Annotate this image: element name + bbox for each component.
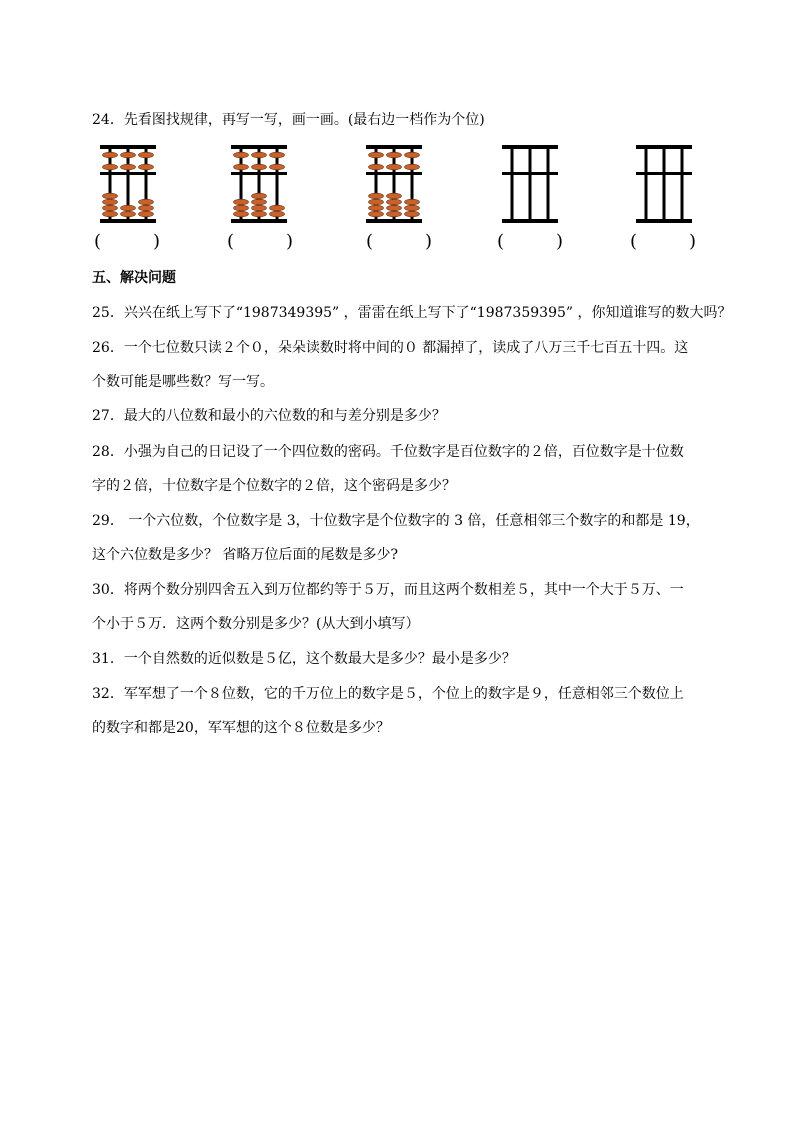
abacus-5-blank xyxy=(636,145,692,223)
abacus-bead xyxy=(103,164,118,170)
abacus-bead xyxy=(387,205,402,211)
abacus-bead xyxy=(139,205,154,211)
question-32-line2: 的数字和都是20，军军想的这个８位数是多少？ xyxy=(92,720,390,736)
abacus-3 xyxy=(366,145,422,223)
paren-open: ( xyxy=(366,231,374,252)
paren-open: ( xyxy=(630,231,638,252)
abacus-bead xyxy=(234,152,249,158)
abacus-bead xyxy=(405,199,420,205)
abacus-2 xyxy=(231,145,287,223)
answer-blank-1[interactable] xyxy=(94,230,160,254)
answer-blank-5[interactable] xyxy=(630,230,696,254)
question-30-line1: 30．将两个数分别四舍五入到万位都约等于５万，而且这两个数相差５，其中一个大于５万、一 xyxy=(92,582,684,598)
abacus-bead xyxy=(252,164,267,170)
question-32-line1: 32．军军想了一个８位数，它的千万位上的数字是５，个位上的数字是９，任意相邻三个数位上 xyxy=(92,686,684,702)
paren-close: ) xyxy=(688,231,696,252)
abacus-4-blank xyxy=(502,145,558,223)
abacus-bead xyxy=(139,164,154,170)
abacus-beam xyxy=(502,172,558,175)
abacus-top-bar xyxy=(231,145,287,149)
question-26-line1: 26．一个七位数只读２个０，朵朵读数时将中间的０ 都漏掉了，读成了八万三千七百五十四。这 xyxy=(92,340,689,356)
abacus-bead xyxy=(252,205,267,211)
question-25: 25．兴兴在纸上写下了“1987349395” ，雷雷在纸上写下了“1987359395” ，你知道谁写的数大吗？ xyxy=(92,305,732,321)
abacus-bead xyxy=(369,152,384,158)
abacus-top-bar xyxy=(502,145,558,149)
abacus-bottom-bar xyxy=(636,219,692,223)
question-28-line1: 28．小强为自己的日记设了一个四位数的密码。千位数字是百位数字的２倍，百位数字是十位数 xyxy=(92,444,684,460)
question-29-line1: 29． 一个六位数，个位数字是 3，十位数字是个位数字的 3 倍，任意相邻三个数字的和都是 19， xyxy=(92,513,700,529)
abacus-bead xyxy=(405,152,420,158)
abacus-beam xyxy=(636,172,692,175)
question-26-line2: 个数可能是哪些数？写一写。 xyxy=(92,374,274,390)
abacus-bead xyxy=(387,211,402,217)
question-28-line2: 字的２倍，十位数字是个位数字的２倍，这个密码是多少？ xyxy=(92,478,456,494)
abacus-bead xyxy=(369,164,384,170)
question-30-line2: 个小于５万．这两个数分别是多少？(从大到小填写） xyxy=(92,616,420,632)
abacus-bottom-bar xyxy=(231,219,287,223)
abacus-beam xyxy=(366,172,422,175)
abacus-bead xyxy=(387,199,402,205)
paren-close: ) xyxy=(424,231,432,252)
paren-close: ) xyxy=(555,231,563,252)
abacus-bead xyxy=(139,211,154,217)
question-31: 31．一个自然数的近似数是５亿，这个数最大是多少？最小是多少？ xyxy=(92,651,516,667)
question-29-line2: 这个六位数是多少？ 省略万位后面的尾数是多少? xyxy=(92,547,398,563)
abacus-bead xyxy=(139,152,154,158)
abacus-bead xyxy=(270,211,285,217)
question-24: 24．先看图找规律，再写一写，画一画。(最右边一档作为个位) xyxy=(92,112,485,128)
abacus-bead xyxy=(103,152,118,158)
paren-open: ( xyxy=(94,231,102,252)
answer-blank-4[interactable] xyxy=(497,230,563,254)
abacus-bead xyxy=(121,152,136,158)
paren-close: ) xyxy=(285,231,293,252)
abacus-beam xyxy=(231,172,287,175)
answer-blank-2[interactable] xyxy=(227,230,293,254)
abacus-bead xyxy=(252,152,267,158)
section-title: 五、解决问题 xyxy=(92,270,176,286)
abacus-bead xyxy=(103,205,118,211)
abacus-top-bar xyxy=(636,145,692,149)
abacus-1 xyxy=(100,145,156,223)
abacus-top-bar xyxy=(100,145,156,149)
abacus-bead xyxy=(369,211,384,217)
abacus-bottom-bar xyxy=(100,219,156,223)
abacus-bead xyxy=(387,193,402,199)
abacus-bead xyxy=(139,199,154,205)
abacus-bead xyxy=(405,205,420,211)
answer-blank-3[interactable] xyxy=(366,230,432,254)
abacus-bead xyxy=(405,164,420,170)
abacus-bead xyxy=(234,211,249,217)
paren-open: ( xyxy=(227,231,235,252)
abacus-bead xyxy=(369,199,384,205)
abacus-top-bar xyxy=(366,145,422,149)
abacus-bead xyxy=(121,205,136,211)
abacus-bead xyxy=(270,205,285,211)
abacus-bead xyxy=(121,164,136,170)
abacus-bead xyxy=(234,164,249,170)
abacus-bead xyxy=(121,211,136,217)
abacus-bead xyxy=(369,205,384,211)
abacus-bead xyxy=(387,152,402,158)
abacus-bead xyxy=(234,199,249,205)
abacus-bead xyxy=(103,193,118,199)
question-27: 27．最大的八位数和最小的六位数的和与差分别是多少？ xyxy=(92,408,446,424)
abacus-bead xyxy=(252,199,267,205)
abacus-bead xyxy=(252,211,267,217)
abacus-bead xyxy=(270,152,285,158)
abacus-bead xyxy=(234,205,249,211)
abacus-bead xyxy=(103,211,118,217)
abacus-bead xyxy=(405,211,420,217)
abacus-bead xyxy=(103,199,118,205)
abacus-bead xyxy=(387,164,402,170)
abacus-bottom-bar xyxy=(366,219,422,223)
abacus-bead xyxy=(369,193,384,199)
abacus-bead xyxy=(270,164,285,170)
paren-open: ( xyxy=(497,231,505,252)
abacus-bottom-bar xyxy=(502,219,558,223)
abacus-beam xyxy=(100,172,156,175)
paren-close: ) xyxy=(152,231,160,252)
abacus-bead xyxy=(252,193,267,199)
